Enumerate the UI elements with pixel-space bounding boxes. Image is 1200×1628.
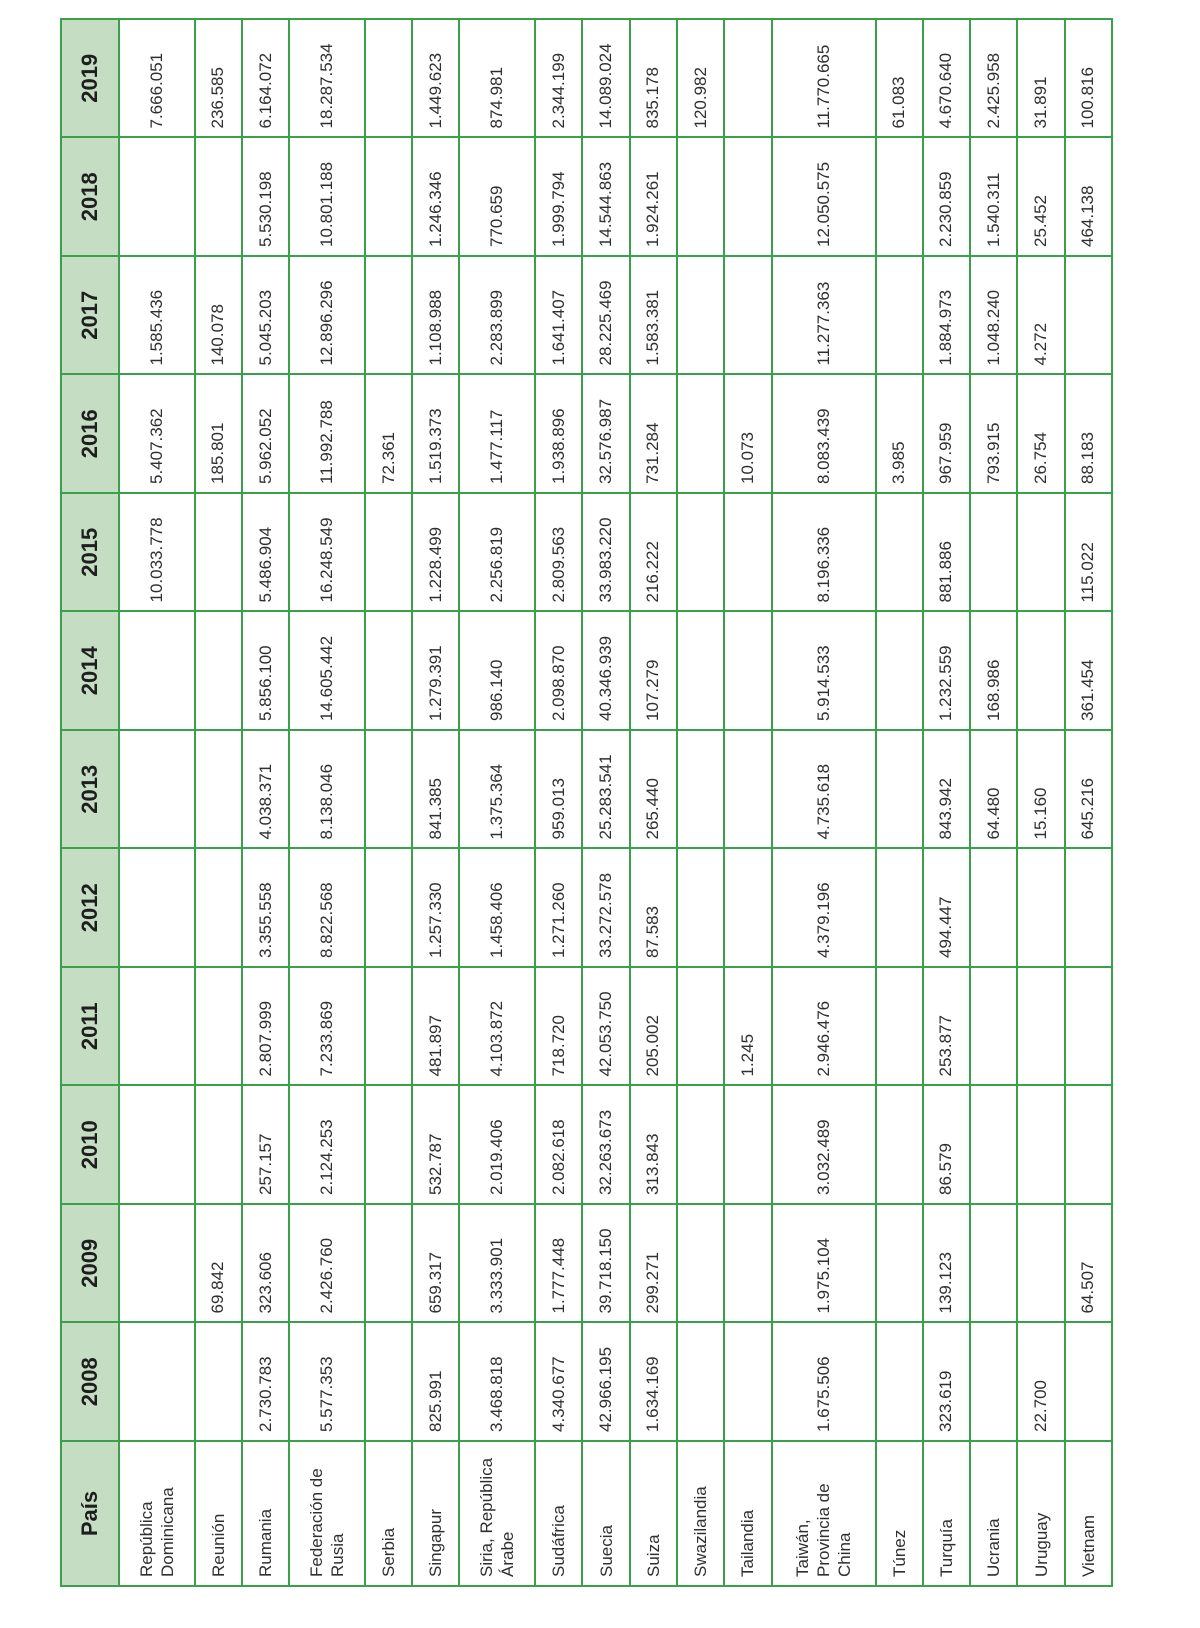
table-row xyxy=(1017,19,1064,1586)
country-cell: Taiwán, Provincia de China xyxy=(772,1441,876,1586)
country-cell: Suiza xyxy=(630,1441,677,1586)
value-cell xyxy=(195,967,242,1086)
value-cell xyxy=(1065,967,1112,1086)
value-cell: 770.659 xyxy=(459,138,535,257)
value-cell: 959.013 xyxy=(535,730,582,849)
value-cell xyxy=(876,849,923,968)
table-row xyxy=(772,19,876,1586)
table-row xyxy=(459,19,535,1586)
value-cell: 494.447 xyxy=(923,849,970,968)
value-cell: 4.340.677 xyxy=(535,1323,582,1442)
value-cell: 10.033.778 xyxy=(119,493,195,612)
value-cell: 323.619 xyxy=(923,1323,970,1442)
table-row xyxy=(412,19,459,1586)
value-cell: 22.700 xyxy=(1017,1323,1064,1442)
value-cell xyxy=(365,967,412,1086)
table-row xyxy=(677,19,724,1586)
value-cell: 88.183 xyxy=(1065,375,1112,494)
value-cell xyxy=(119,612,195,731)
value-cell xyxy=(724,1204,771,1323)
value-cell xyxy=(365,138,412,257)
value-cell: 718.720 xyxy=(535,967,582,1086)
value-cell: 1.924.261 xyxy=(630,138,677,257)
value-cell xyxy=(365,1323,412,1442)
value-cell: 4.272 xyxy=(1017,256,1064,375)
value-cell xyxy=(677,1204,724,1323)
table-row xyxy=(195,19,242,1586)
header-year: 2017 xyxy=(61,256,119,375)
value-cell: 2.946.476 xyxy=(772,967,876,1086)
value-cell: 40.346.939 xyxy=(582,612,629,731)
value-cell xyxy=(724,138,771,257)
value-cell xyxy=(195,138,242,257)
value-cell xyxy=(724,19,771,138)
value-cell: 645.216 xyxy=(1065,730,1112,849)
header-year: 2011 xyxy=(61,967,119,1086)
country-cell: República Dominicana xyxy=(119,1441,195,1586)
value-cell: 481.897 xyxy=(412,967,459,1086)
value-cell: 5.962.052 xyxy=(242,375,289,494)
value-cell: 107.279 xyxy=(630,612,677,731)
value-cell: 25.283.541 xyxy=(582,730,629,849)
value-cell: 42.053.750 xyxy=(582,967,629,1086)
table-row xyxy=(242,19,289,1586)
value-cell: 313.843 xyxy=(630,1086,677,1205)
value-cell: 216.222 xyxy=(630,493,677,612)
table-row xyxy=(289,19,365,1586)
value-cell: 1.641.407 xyxy=(535,256,582,375)
value-cell xyxy=(119,967,195,1086)
value-cell: 8.083.439 xyxy=(772,375,876,494)
value-cell: 139.123 xyxy=(923,1204,970,1323)
header-year: 2013 xyxy=(61,730,119,849)
value-cell: 86.579 xyxy=(923,1086,970,1205)
value-cell: 5.530.198 xyxy=(242,138,289,257)
value-cell xyxy=(724,493,771,612)
value-cell: 299.271 xyxy=(630,1204,677,1323)
table-row xyxy=(582,19,629,1586)
value-cell: 967.959 xyxy=(923,375,970,494)
value-cell: 464.138 xyxy=(1065,138,1112,257)
value-cell: 115.022 xyxy=(1065,493,1112,612)
value-cell xyxy=(724,849,771,968)
value-cell xyxy=(119,1086,195,1205)
value-cell: 205.002 xyxy=(630,967,677,1086)
value-cell: 2.098.870 xyxy=(535,612,582,731)
value-cell: 659.317 xyxy=(412,1204,459,1323)
value-cell xyxy=(677,375,724,494)
value-cell: 25.452 xyxy=(1017,138,1064,257)
value-cell: 1.675.506 xyxy=(772,1323,876,1442)
value-cell: 835.178 xyxy=(630,19,677,138)
value-cell xyxy=(970,493,1017,612)
value-cell: 8.138.046 xyxy=(289,730,365,849)
value-cell: 7.666.051 xyxy=(119,19,195,138)
value-cell xyxy=(677,493,724,612)
table-row xyxy=(876,19,923,1586)
country-cell: Serbia xyxy=(365,1441,412,1586)
header-year: 2012 xyxy=(61,849,119,968)
value-cell: 3.355.558 xyxy=(242,849,289,968)
value-cell xyxy=(365,256,412,375)
value-cell xyxy=(119,138,195,257)
value-cell: 1.375.364 xyxy=(459,730,535,849)
value-cell: 2.082.618 xyxy=(535,1086,582,1205)
value-cell: 15.160 xyxy=(1017,730,1064,849)
country-year-table xyxy=(60,18,1113,1587)
value-cell xyxy=(365,612,412,731)
value-cell: 11.992.788 xyxy=(289,375,365,494)
value-cell: 2.425.958 xyxy=(970,19,1017,138)
value-cell xyxy=(195,1323,242,1442)
value-cell xyxy=(677,730,724,849)
value-cell: 1.519.373 xyxy=(412,375,459,494)
page-frame xyxy=(60,20,1113,1587)
table-row xyxy=(365,19,412,1586)
value-cell: 1.246.346 xyxy=(412,138,459,257)
value-cell xyxy=(195,849,242,968)
value-cell xyxy=(1017,1086,1064,1205)
value-cell: 33.983.220 xyxy=(582,493,629,612)
value-cell: 5.577.353 xyxy=(289,1323,365,1442)
value-cell: 64.480 xyxy=(970,730,1017,849)
value-cell: 72.361 xyxy=(365,375,412,494)
value-cell: 257.157 xyxy=(242,1086,289,1205)
value-cell: 361.454 xyxy=(1065,612,1112,731)
value-cell xyxy=(1065,256,1112,375)
value-cell: 31.891 xyxy=(1017,19,1064,138)
value-cell: 1.975.104 xyxy=(772,1204,876,1323)
value-cell xyxy=(1017,849,1064,968)
value-cell: 1.777.448 xyxy=(535,1204,582,1323)
value-cell: 69.842 xyxy=(195,1204,242,1323)
value-cell: 841.385 xyxy=(412,730,459,849)
country-cell: Uruguay xyxy=(1017,1441,1064,1586)
value-cell: 100.816 xyxy=(1065,19,1112,138)
rotated-table-container xyxy=(60,20,1113,1587)
value-cell: 5.856.100 xyxy=(242,612,289,731)
value-cell: 14.605.442 xyxy=(289,612,365,731)
value-cell: 14.544.863 xyxy=(582,138,629,257)
value-cell xyxy=(365,1086,412,1205)
value-cell xyxy=(677,256,724,375)
value-cell: 33.272.578 xyxy=(582,849,629,968)
value-cell: 1.228.499 xyxy=(412,493,459,612)
country-cell: Sudáfrica xyxy=(535,1441,582,1586)
value-cell: 10.073 xyxy=(724,375,771,494)
value-cell: 986.140 xyxy=(459,612,535,731)
value-cell: 1.540.311 xyxy=(970,138,1017,257)
table-body xyxy=(119,19,1112,1586)
value-cell xyxy=(876,1086,923,1205)
value-cell: 881.886 xyxy=(923,493,970,612)
value-cell: 793.915 xyxy=(970,375,1017,494)
value-cell xyxy=(365,730,412,849)
value-cell: 1.583.381 xyxy=(630,256,677,375)
value-cell xyxy=(724,1086,771,1205)
value-cell xyxy=(876,493,923,612)
value-cell xyxy=(677,1323,724,1442)
value-cell xyxy=(365,493,412,612)
header-year: 2018 xyxy=(61,138,119,257)
value-cell: 2.283.899 xyxy=(459,256,535,375)
value-cell: 4.670.640 xyxy=(923,19,970,138)
value-cell: 1.585.436 xyxy=(119,256,195,375)
value-cell: 87.583 xyxy=(630,849,677,968)
value-cell: 32.263.673 xyxy=(582,1086,629,1205)
value-cell: 843.942 xyxy=(923,730,970,849)
value-cell: 5.045.203 xyxy=(242,256,289,375)
value-cell xyxy=(876,1323,923,1442)
country-cell: Tailandia xyxy=(724,1441,771,1586)
value-cell: 4.038.371 xyxy=(242,730,289,849)
value-cell: 32.576.987 xyxy=(582,375,629,494)
value-cell: 265.440 xyxy=(630,730,677,849)
country-cell: Rumania xyxy=(242,1441,289,1586)
value-cell: 731.284 xyxy=(630,375,677,494)
value-cell xyxy=(119,730,195,849)
value-cell: 2.426.760 xyxy=(289,1204,365,1323)
value-cell: 64.507 xyxy=(1065,1204,1112,1323)
value-cell xyxy=(876,138,923,257)
value-cell xyxy=(1017,967,1064,1086)
value-cell: 26.754 xyxy=(1017,375,1064,494)
value-cell xyxy=(119,1323,195,1442)
value-cell xyxy=(970,849,1017,968)
value-cell xyxy=(195,730,242,849)
header-country: País xyxy=(61,1441,119,1586)
country-cell: Suecia xyxy=(582,1441,629,1586)
value-cell xyxy=(970,1086,1017,1205)
value-cell: 120.982 xyxy=(677,19,724,138)
value-cell: 61.083 xyxy=(876,19,923,138)
value-cell: 5.486.904 xyxy=(242,493,289,612)
value-cell: 12.896.296 xyxy=(289,256,365,375)
value-cell: 2.230.859 xyxy=(923,138,970,257)
value-cell xyxy=(724,1323,771,1442)
header-year: 2019 xyxy=(61,19,119,138)
value-cell: 11.277.363 xyxy=(772,256,876,375)
value-cell: 18.287.534 xyxy=(289,19,365,138)
value-cell: 42.966.195 xyxy=(582,1323,629,1442)
value-cell xyxy=(876,612,923,731)
value-cell xyxy=(195,493,242,612)
table-row xyxy=(923,19,970,1586)
value-cell: 14.089.024 xyxy=(582,19,629,138)
value-cell: 323.606 xyxy=(242,1204,289,1323)
value-cell: 3.985 xyxy=(876,375,923,494)
value-cell: 2.019.406 xyxy=(459,1086,535,1205)
value-cell: 825.991 xyxy=(412,1323,459,1442)
value-cell: 236.585 xyxy=(195,19,242,138)
value-cell: 2.809.563 xyxy=(535,493,582,612)
value-cell: 1.999.794 xyxy=(535,138,582,257)
value-cell xyxy=(724,612,771,731)
value-cell: 1.108.988 xyxy=(412,256,459,375)
value-cell: 168.986 xyxy=(970,612,1017,731)
value-cell xyxy=(195,1086,242,1205)
country-cell: Ucrania xyxy=(970,1441,1017,1586)
value-cell: 1.279.391 xyxy=(412,612,459,731)
value-cell: 2.124.253 xyxy=(289,1086,365,1205)
value-cell xyxy=(876,730,923,849)
value-cell: 1.271.260 xyxy=(535,849,582,968)
value-cell: 253.877 xyxy=(923,967,970,1086)
value-cell: 532.787 xyxy=(412,1086,459,1205)
table-row xyxy=(1065,19,1112,1586)
value-cell: 3.333.901 xyxy=(459,1204,535,1323)
value-cell xyxy=(677,1086,724,1205)
value-cell: 1.245 xyxy=(724,967,771,1086)
country-cell: Reunión xyxy=(195,1441,242,1586)
value-cell xyxy=(970,1204,1017,1323)
header-year: 2008 xyxy=(61,1323,119,1442)
table-row xyxy=(970,19,1017,1586)
value-cell: 28.225.469 xyxy=(582,256,629,375)
value-cell: 3.032.489 xyxy=(772,1086,876,1205)
value-cell: 2.344.199 xyxy=(535,19,582,138)
value-cell: 1.477.117 xyxy=(459,375,535,494)
value-cell xyxy=(876,1204,923,1323)
country-cell: Siria, República Árabe xyxy=(459,1441,535,1586)
country-cell: Singapur xyxy=(412,1441,459,1586)
value-cell: 1.449.623 xyxy=(412,19,459,138)
country-cell: Vietnam xyxy=(1065,1441,1112,1586)
table-row xyxy=(724,19,771,1586)
value-cell: 185.801 xyxy=(195,375,242,494)
header-year: 2016 xyxy=(61,375,119,494)
header-year: 2009 xyxy=(61,1204,119,1323)
value-cell xyxy=(119,849,195,968)
value-cell: 8.196.336 xyxy=(772,493,876,612)
value-cell: 12.050.575 xyxy=(772,138,876,257)
value-cell: 1.048.240 xyxy=(970,256,1017,375)
value-cell: 7.233.869 xyxy=(289,967,365,1086)
value-cell: 2.807.999 xyxy=(242,967,289,1086)
value-cell xyxy=(677,612,724,731)
value-cell: 140.078 xyxy=(195,256,242,375)
value-cell xyxy=(365,19,412,138)
header-year: 2010 xyxy=(61,1086,119,1205)
value-cell xyxy=(970,967,1017,1086)
value-cell: 1.938.896 xyxy=(535,375,582,494)
value-cell: 5.914.533 xyxy=(772,612,876,731)
table-row xyxy=(535,19,582,1586)
country-cell: Swazilandia xyxy=(677,1441,724,1586)
value-cell: 1.257.330 xyxy=(412,849,459,968)
value-cell xyxy=(195,612,242,731)
value-cell xyxy=(970,1323,1017,1442)
value-cell xyxy=(677,138,724,257)
value-cell: 874.981 xyxy=(459,19,535,138)
header-year: 2015 xyxy=(61,493,119,612)
table-row xyxy=(630,19,677,1586)
value-cell xyxy=(1065,1086,1112,1205)
value-cell: 6.164.072 xyxy=(242,19,289,138)
value-cell xyxy=(1017,1204,1064,1323)
value-cell xyxy=(724,256,771,375)
value-cell xyxy=(1065,849,1112,968)
value-cell: 4.103.872 xyxy=(459,967,535,1086)
value-cell xyxy=(365,849,412,968)
value-cell xyxy=(365,1204,412,1323)
value-cell: 1.884.973 xyxy=(923,256,970,375)
value-cell: 8.822.568 xyxy=(289,849,365,968)
country-cell: Túnez xyxy=(876,1441,923,1586)
value-cell: 4.379.196 xyxy=(772,849,876,968)
value-cell: 1.232.559 xyxy=(923,612,970,731)
value-cell xyxy=(876,256,923,375)
value-cell xyxy=(1065,1323,1112,1442)
value-cell: 2.256.819 xyxy=(459,493,535,612)
value-cell xyxy=(876,967,923,1086)
value-cell xyxy=(724,730,771,849)
header-year: 2014 xyxy=(61,612,119,731)
value-cell: 16.248.549 xyxy=(289,493,365,612)
country-cell: Federación de Rusia xyxy=(289,1441,365,1586)
value-cell xyxy=(677,849,724,968)
value-cell: 5.407.362 xyxy=(119,375,195,494)
table-header-row xyxy=(61,19,119,1586)
country-cell: Turquía xyxy=(923,1441,970,1586)
table-row xyxy=(119,19,195,1586)
value-cell xyxy=(119,1204,195,1323)
value-cell xyxy=(677,967,724,1086)
value-cell: 4.735.618 xyxy=(772,730,876,849)
value-cell: 11.770.665 xyxy=(772,19,876,138)
value-cell: 1.458.406 xyxy=(459,849,535,968)
value-cell xyxy=(1017,493,1064,612)
value-cell: 3.468.818 xyxy=(459,1323,535,1442)
value-cell: 2.730.783 xyxy=(242,1323,289,1442)
value-cell: 39.718.150 xyxy=(582,1204,629,1323)
value-cell xyxy=(1017,612,1064,731)
value-cell: 1.634.169 xyxy=(630,1323,677,1442)
value-cell: 10.801.188 xyxy=(289,138,365,257)
